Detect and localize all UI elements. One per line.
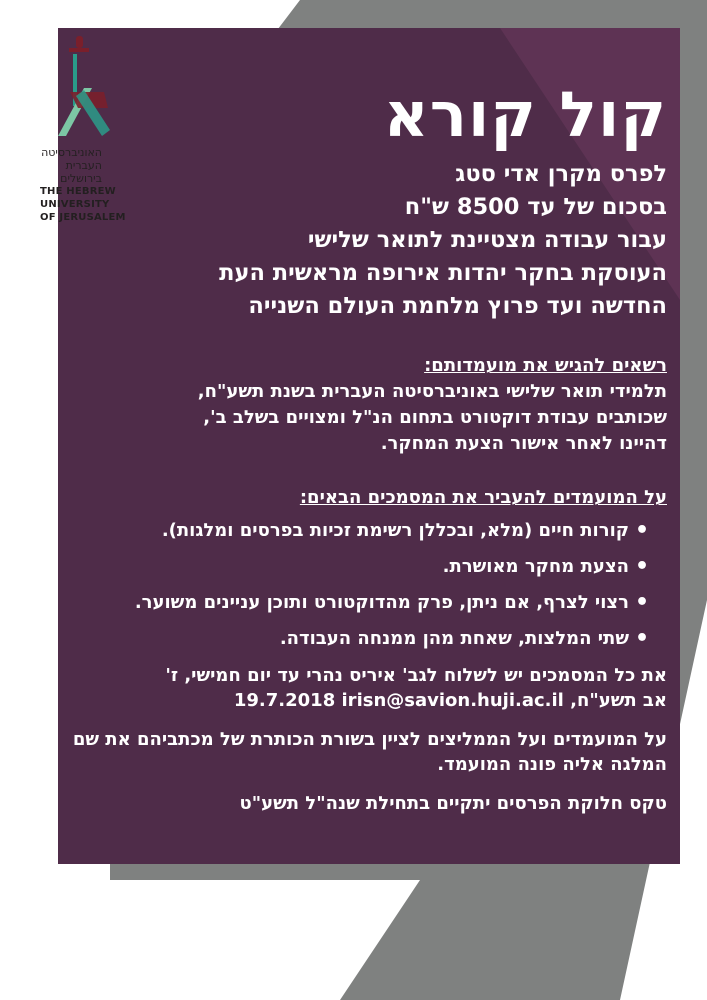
submission-section [60, 663, 667, 713]
subtitle-line: בסכום של עד 8500 ש"ח [404, 194, 667, 220]
eligibility-line: דהיינו לאחר אישור הצעת המחקר. [380, 433, 667, 454]
list-item: • הצעת מחקר מאושרת. [60, 555, 649, 579]
contact-email-link[interactable]: irisn@savion.huji.ac.il [341, 690, 564, 711]
logo-hebrew-line: בירושלים [60, 172, 102, 185]
page-title: קול קורא [383, 78, 667, 151]
eligibility-line: תלמידי תואר שלישי באוניברסיטה העברית בשנת תשע"ח, [197, 381, 667, 402]
announcement-content [60, 80, 667, 816]
eligibility-line: שכותבים עבודת דוקטורט בתחום הנ"ל ומצויים בשלב ב', [203, 407, 667, 428]
submission-date: 19.7.2018 [233, 690, 336, 711]
submission-line: את כל המסמכים יש לשלוח לגב' איריס נהרי עד יום חמישי, ז' [165, 665, 667, 686]
ceremony-note: טקס חלוקת הפרסים יתקיים בתחילת שנה"ל תשע"ט [239, 793, 667, 814]
recommenders-note: על המועמדים ועל הממליצים לציין בשורת הכותרת של מכתביהם את שם המלגה אליה פונה המועמד. [72, 729, 667, 775]
list-item: • קורות חיים (מלא, ובכללן רשימת זכיות בפרסים ומלגות). [60, 519, 649, 543]
logo-hebrew-line: האוניברסיטה [41, 146, 102, 159]
logo-english-line: THE HEBREW [40, 186, 116, 197]
documents-section [60, 485, 667, 651]
list-item: • רצוי לצרף, אם ניתן, פרק מהדוקטורט ותוכן עניינים משוער. [60, 591, 649, 615]
submission-line-2 [60, 688, 667, 713]
logo-hebrew-line: העברית [65, 159, 102, 172]
submission-prefix: אב תשע"ח, [570, 690, 667, 711]
subtitle-line: לפרס מקרן אדי סטג [455, 161, 667, 187]
subtitle-line: עבור עבודה מצטיינת לתואר שלישי [307, 227, 667, 253]
subtitle-line: החדשה ועד פרוץ מלחמת העולם השנייה [248, 293, 667, 319]
logo-english-line: OF JERUSALEM [40, 212, 126, 223]
documents-heading: על המועמדים להעביר את המסמכים הבאים: [299, 487, 667, 508]
list-item: • שתי המלצות, שאחת מהן ממנחה העבודה. [60, 627, 649, 651]
eligibility-heading: רשאים להגיש את מועמדותם: [424, 355, 667, 376]
documents-list [60, 519, 667, 651]
eligibility-section [60, 353, 667, 457]
subtitle-line: העוסקת בחקר יהדות אירופה מראשית העת [219, 260, 667, 286]
logo-english-line: UNIVERSITY [40, 199, 110, 210]
